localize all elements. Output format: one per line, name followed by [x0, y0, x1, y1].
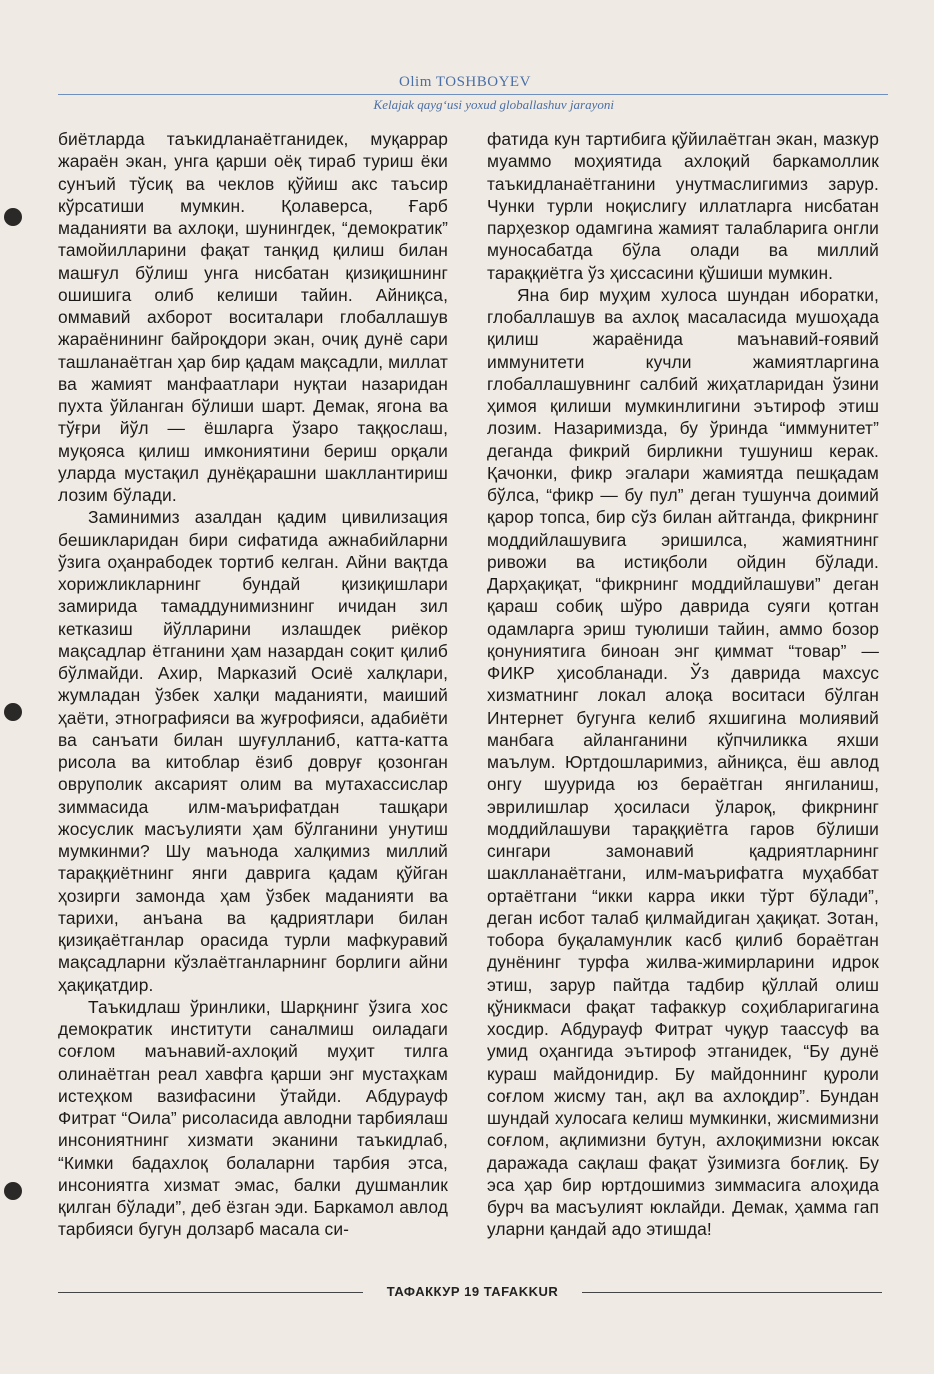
- paragraph: Заминимиз азалдан қадим цивилизация бешикларидан бири сифатида ажнабийларни ўзига оҳанрабодек тортиб келган. Айни вақтда хорижликларнинг бундай қизиқишлари замирида тамаддунимизнинг ичидан зил кетказиш йўлларини излашдек риёкор мақсадлар ётганини ҳам назардан соқит қилиб бўлмайди. Ахир, Марказий Осиё халқлари, жумладан ўзбек халқи маданияти, маиший ҳаёти, этнографияси ва жуғрофияси, адабиёти ва санъати билан шуғулланиб, катта-катта рисола ва китоблар ёзиб довруғ қозонган овруполик аксарият олим ва мутахассислар зиммасида илм-маърифатдан ташқари жосуслик масъулияти ҳам бўлганини унутиш мумкинми? Шу маънода халқимиз миллий тараққиётнинг янги даврига қадам қўйган ҳозирги замонда ҳам ўзбек маданияти ва тарихи, анъана ва қадриятлари билан қизиқаётганлар орасида турли мафкуравий мақсадларни кўзлаётганларнинг борлиги айни ҳақиқатдир.: [58, 507, 448, 995]
- right-column: [487, 128, 879, 1241]
- page-footer: ТАФАККУР 19 TAFAKKUR: [386, 1284, 559, 1299]
- binder-hole: [4, 703, 22, 721]
- running-head-title: Kelajak qayg‘usi yoxud globallashuv jarayoni: [373, 97, 614, 112]
- running-head-author: Olim TOSHBOYEV: [399, 74, 531, 90]
- paragraph: фатида кун тартибига қўйилаётган экан, мазкур муаммо моҳиятида ахлоқий баркамоллик таъкидланаётганини унутмаслигимиз зарур. Чунки турли ноқислигу иллатларга нисбатан парҳезкор одамгина жамият талабларига онгли муносабатда бўла олади ва миллий тараққиётга ўз ҳиссасини қўшиши мумкин.: [487, 129, 879, 283]
- header-divider: [58, 94, 888, 95]
- left-column: [58, 128, 448, 1241]
- paragraph: Таъкидлаш ўринлики, Шарқнинг ўзига хос демократик институти саналмиш оиладаги соғлом маънавий-ахлоқий муҳит тилга олинаётган реал хавфга қарши энг мустаҳкам истеҳком вазифасини ўтайди. Абдурауф Фитрат “Оила” рисоласида авлодни тарбиялаш инсониятнинг хизмати эканини таъкидлаб, “Кимки бадахлоқ болаларни тарбия этса, инсониятга хизмат эмас, балки душманлик қилган бўлади”, деб ёзган эди. Баркамол авлод тарбияси бугун долзарб масала си-: [58, 996, 448, 1240]
- footer-divider-left: [58, 1292, 363, 1293]
- paragraph: Яна бир муҳим хулоса шундан иборатки, глобаллашув ва ахлоқ масаласида мушоҳада қилиш жараёнида маънавий-ғоявий иммунитети кучли жамиятларгина глобаллашувнинг салбий жиҳатларидан ўзини ҳимоя қилиши мумкинлигини эътироф этиш лозим. Назаримизда, бу ўринда “иммунитет” деганда фикрий бирликни тушуниш керак. Қачонки, фикр эгалари жамиятда пешқадам бўлса, “фикр — бу пул” деган тушунча доимий қарор топса, бир сўз билан айтганда, фикрнинг моддийлашувига эришилса, жамиятнинг ривожи ва истиқболи ойдин бўлади. Дарҳақиқат, “фикрнинг моддийлашуви” деган қараш собиқ шўро даврида суяги қотган одамларга эриш туюлиши тайин, аммо бозор қонуниятига биноан энг қиммат “товар” — ФИКР ҳисобланади. Ўз даврида махсус хизматнинг локал алоқа воситаси бўлган Интернет бугунга келиб яхшигина молиявий манбага айланганини кўпчиликка яхши маълум. Юртдошларимиз, айниқса, ёш авлод онгу шуурида юз бераётган янгиланиш, эврилишлар ҳосиласи ўлароқ, фикрнинг моддийлашуви тараққиётга гаров бўлиши сингари замонавий қадриятларнинг шаклланаётгани, илм-маърифатга муҳаббат ортаётгани “икки карра икки тўрт бўлади”, деган исбот талаб қилмайдиган ҳақиқат. Зотан, тобора буқаламунлик касб қилиб бораётган дунёнинг турфа жилва-жимирларини идрок этиш, зарур пайтда тадбир қўллай олиш қўникмаси фақат тафаккур соҳибларигагина хосдир. Абдурауф Фитрат чуқур таассуф ва умид оҳангида эътироф этганидек, “Бу дунё кураш майдонидир. Бу майдоннинг қуроли соғлом жисму тан, ақл ва ахлоқдир”. Бундан шундай хулосага келиш мумкинки, жисмимизни соғлом, ақлимизни бутун, ахлоқимизни юксак даражада сақлаш фақат ўзимизга боғлиқ. Бу эса ҳар бир юртдошимиз зиммасига алоҳида бурч ва масъулият юклайди. Демак, ҳамма гап уларни қандай адо этишда!: [487, 284, 879, 1240]
- binder-hole: [4, 1182, 22, 1200]
- footer-divider-right: [582, 1292, 882, 1293]
- binder-hole: [4, 208, 22, 226]
- paragraph: биётларда таъкидланаётганидек, муқаррар жараён экан, унга қарши оёқ тираб туриш ёки сунъий тўсиқ ва чеклов қўйиш акс таъсир кўрсатиши мумкин. Қолаверса, Ғарб маданияти ва ахлоқи, шунингдек, “демократик” тамойилларини фақат танқид қилиш билан машғул бўлиш унга нисбатан қизиқишнинг ошишига олиб келиши тайин. Айниқса, оммавий ахборот воситалари глобаллашув жараёнининг байроқдори экан, очиқ дунё сари ташланаётган ҳар бир қадам мақсадли, миллат ва жамият манфаатлари нуқтаи назаридан пухта ўйланган бўлиши шарт. Демак, ягона ва тўғри йўл — ёшларга ўзаро таққослаш, муқояса қилиш имкониятини бериш орқали уларда мустақил дунёқарашни шакллантириш лозим бўлади.: [58, 129, 448, 505]
